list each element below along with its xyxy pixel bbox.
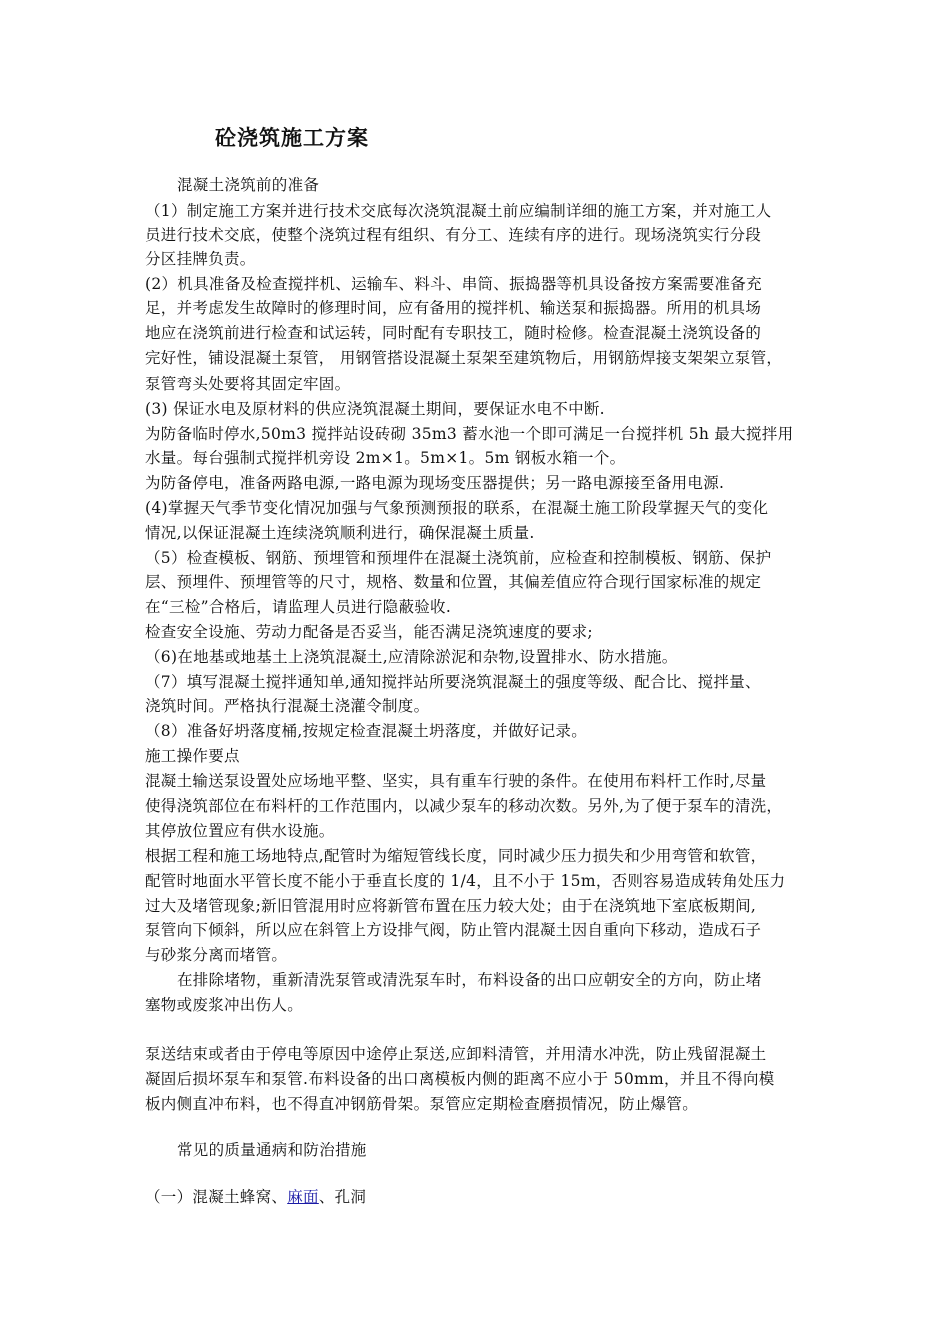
paragraph-line: (3) 保证水电及原材料的供应浇筑混凝土期间，要保证水电不中断. — [145, 400, 605, 418]
paragraph-line: 情况,以保证混凝土连续浇筑顺利进行，确保混凝土质量. — [145, 524, 535, 542]
document-title: 砼浇筑施工方案 — [215, 125, 369, 150]
paragraph-line: 层、预埋件、预埋管等的尺寸，规格、数量和位置，其偏差值应符合现行国家标准的规定 — [145, 573, 762, 591]
paragraph-line: 员进行技术交底，使整个浇筑过程有组织、有分工、连续有序的进行。现场浇筑实行分段 — [145, 226, 762, 244]
paragraph-line: 检查安全设施、劳动力配备是否妥当，能否满足浇筑速度的要求; — [145, 623, 593, 641]
paragraph-line: 为防备临时停水,50m3 搅拌站设砖砌 35m3 蓄水池一个即可满足一台搅拌机 5h 最大搅拌用 — [145, 425, 794, 443]
paragraph-line: 使得浇筑部位在布料杆的工作范围内，以减少泵车的移动次数。另外,为了便于泵车的清洗， — [145, 797, 783, 815]
paragraph-line: 配管时地面水平管长度不能小于垂直长度的 1/4，且不小于 15m，否则容易造成转角处压力 — [145, 872, 786, 890]
subsection-prefix: （一）混凝土蜂窝、 — [145, 1188, 288, 1206]
paragraph-line: 足，并考虑发生故障时的修理时间，应有备用的搅拌机、输送泵和振捣器。所用的机具场 — [145, 299, 762, 317]
subsection-heading-honeycomb — [145, 1185, 366, 1209]
paragraph-line: 为防备停电，准备两路电源,一路电源为现场变压器提供；另一路电源接至备用电源. — [145, 474, 725, 492]
paragraph-line: 泵管向下倾斜，所以应在斜管上方设排气阀，防止管内混凝土因自重向下移动，造成石子 — [145, 921, 762, 939]
paragraph-line: （6)在地基或地基土上浇筑混凝土,应清除淤泥和杂物,设置排水、防水措施。 — [145, 648, 678, 666]
paragraph-line: 完好性，铺设混凝土泵管， 用钢管搭设混凝土泵架至建筑物后，用钢筋焊接支架架立泵管， — [145, 349, 783, 367]
paragraph-line: （1）制定施工方案并进行技术交底每次浇筑混凝土前应编制详细的施工方案，并对施工人 — [145, 202, 772, 220]
paragraph-line: （7）填写混凝土搅拌通知单,通知搅拌站所要浇筑混凝土的强度等级、配合比、搅拌量、 — [145, 673, 761, 691]
paragraph-line: 过大及堵管现象;新旧管混用时应将新管布置在压力较大处；由于在浇筑地下室底板期间, — [145, 897, 757, 915]
section-heading-operation: 施工操作要点 — [145, 747, 240, 765]
paragraph-line: 地应在浇筑前进行检查和试运转，同时配有专职技工，随时检修。检查混凝土浇筑设备的 — [145, 324, 762, 342]
paragraph-line: 混凝土输送泵设置处应场地平整、坚实，具有重车行驶的条件。在使用布料杆工作时,尽量 — [145, 772, 767, 790]
paragraph-line: 其停放位置应有供水设施。 — [145, 822, 335, 840]
section-heading-quality: 常见的质量通病和防治措施 — [177, 1141, 367, 1159]
paragraph-line: 根据工程和施工场地特点,配管时为缩短管线长度，同时减少压力损失和少用弯管和软管， — [145, 847, 767, 865]
paragraph-line: 板内侧直冲布料，也不得直冲钢筋骨架。泵管应定期检查磨损情况，防止爆管。 — [145, 1095, 699, 1113]
subsection-suffix: 、孔洞 — [318, 1188, 367, 1206]
paragraph-line: （5）检查模板、钢筋、预埋管和预埋件在混凝土浇筑前，应检查和控制模板、钢筋、保护 — [145, 549, 772, 567]
paragraph-line: 与砂浆分离而堵管。 — [145, 946, 288, 964]
paragraph-line: 凝固后损坏泵车和泵管.布料设备的出口离模板内侧的距离不应小于 50mm，并且不得向模 — [145, 1070, 775, 1088]
section-heading-preparation: 混凝土浇筑前的准备 — [177, 176, 320, 194]
paragraph-line: (2）机具准备及检查搅拌机、运输车、料斗、串筒、振捣器等机具设备按方案需要准备充 — [145, 275, 762, 293]
paragraph-line: 泵送结束或者由于停电等原因中途停止泵送,应卸料清管，并用清水冲洗，防止残留混凝土 — [145, 1045, 767, 1063]
paragraph-line: 在“三检”合格后，请监理人员进行隐蔽验收. — [145, 598, 452, 616]
paragraph-line: (4)掌握天气季节变化情况加强与气象预测预报的联系，在混凝土施工阶段掌握天气的变化 — [145, 499, 769, 517]
paragraph-line: （8）准备好坍落度桶,按规定检查混凝土坍落度，并做好记录。 — [145, 722, 587, 740]
mamian-link[interactable]: 麻面 — [287, 1188, 319, 1206]
paragraph-line: 分区挂牌负责。 — [145, 250, 256, 268]
paragraph-line: 浇筑时间。严格执行混凝土浇灌令制度。 — [145, 697, 430, 715]
paragraph-line: 水量。每台强制式搅拌机旁设 2m×1。5m×1。5m 钢板水箱一个。 — [145, 449, 626, 467]
paragraph-line: 泵管弯头处要将其固定牢固。 — [145, 375, 351, 393]
paragraph-line: 塞物或废浆冲出伤人。 — [145, 996, 304, 1014]
paragraph-line: 在排除堵物，重新清洗泵管或清洗泵车时，布料设备的出口应朝安全的方向，防止堵 — [177, 971, 762, 989]
